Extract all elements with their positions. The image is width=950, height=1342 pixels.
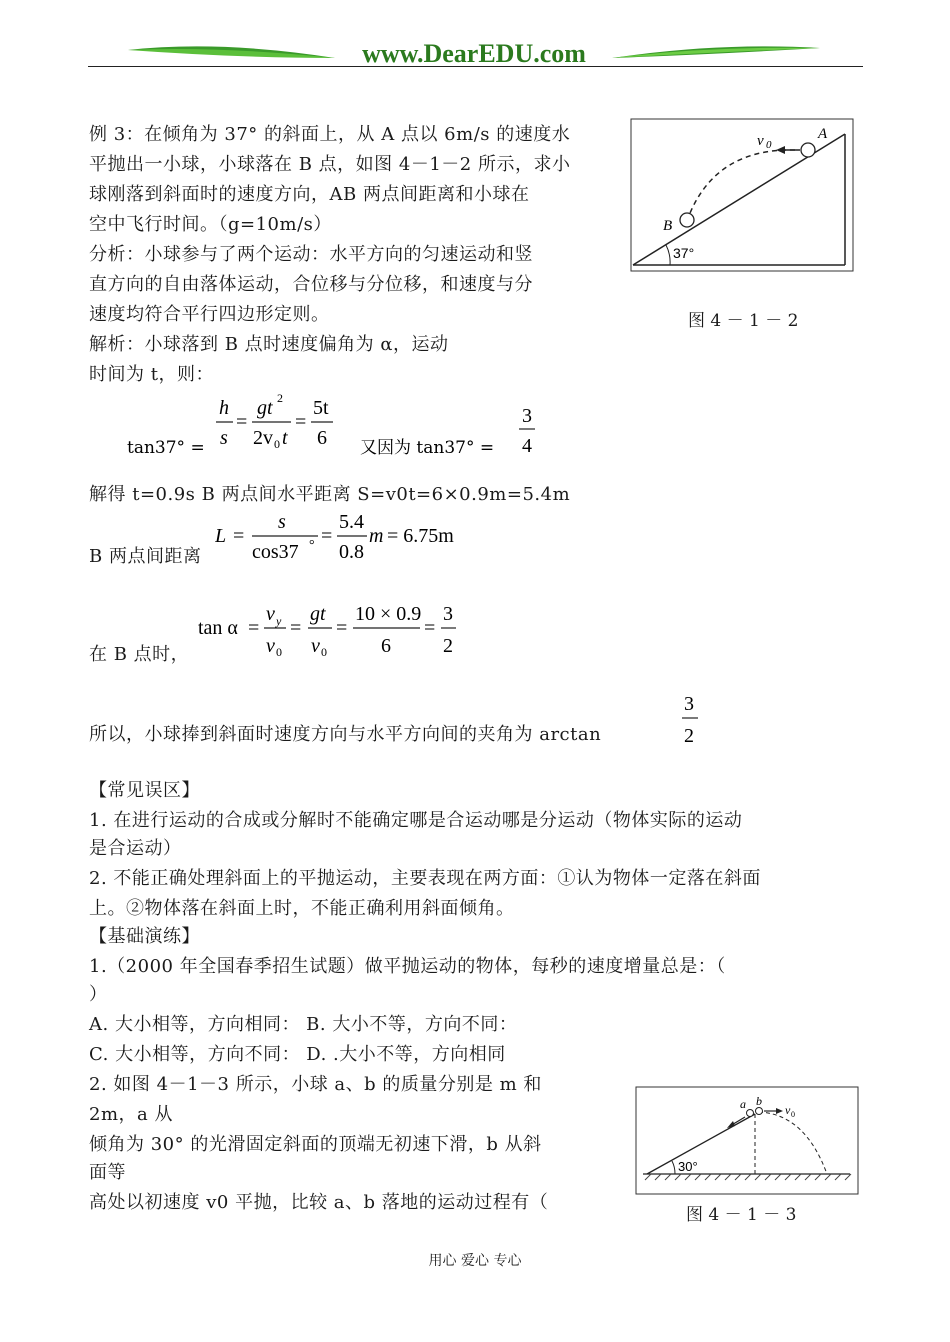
svg-text:2: 2 [684,725,694,747]
ground-hatch [645,1174,851,1180]
errors-line-2: 是合运动） [89,838,182,859]
svg-text:0: 0 [321,645,327,659]
example-line-2: 平抛出一小球，小球落在 B 点，如图 4－1－2 所示，求小 [89,154,571,175]
angle-30: 30° [678,1159,698,1174]
svg-text:v: v [785,1103,791,1117]
example-line-6: 直方向的自由落体运动，合位移与分位移，和速度与分 [89,274,533,295]
svg-text:0: 0 [274,437,280,451]
svg-text:v: v [266,603,275,625]
svg-text:0: 0 [766,139,772,151]
practice-line-1: 1.（2000 年全国春季招生试题）做平抛运动的物体，每秒的速度增量总是：（ [89,956,726,977]
svg-text:b: b [756,1094,762,1108]
svg-text:a: a [740,1097,746,1111]
solve-line: 解得 t=0.9s B 两点间水平距离 S=v0t=6×0.9m=5.4m [89,484,571,505]
figure-4-1-2 [630,118,855,273]
practice-line-8: 面等 [89,1162,126,1183]
practice-line-9: 高处以初速度 v0 平抛，比较 a、b 落地的运动过程有（ [89,1192,549,1213]
errors-line-4: 上。②物体落在斜面上时，不能正确利用斜面倾角。 [89,898,515,919]
svg-text:2v: 2v [253,427,273,449]
ball-b [680,213,694,227]
practice-line-5: 2. 如图 4－1－3 所示，小球 a、b 的质量分别是 m 和 [89,1074,542,1095]
svg-text:3: 3 [684,693,694,715]
svg-text:v: v [757,133,764,149]
label-b: B [663,218,673,234]
practice-line-6: 2m，a 从 [89,1104,173,1125]
svg-text:h: h [219,397,229,419]
svg-text:2: 2 [443,635,453,657]
svg-text:5.4: 5.4 [339,511,364,533]
svg-text:5t: 5t [313,397,329,419]
svg-text:y: y [276,614,282,628]
projectile-path [759,1112,827,1174]
equation-tan37 [127,390,557,462]
svg-text:=: = [233,525,245,547]
footer: 用心 爱心 专心 [428,1253,522,1269]
example-line-7: 速度均符合平行四边形定则。 [89,304,330,325]
svg-text:6: 6 [381,635,391,657]
header-logo [0,30,950,80]
svg-text:gt: gt [257,397,273,419]
velocity-arrow [776,146,785,154]
svg-text:cos37: cos37 [252,541,299,563]
equation-tan-alpha [198,598,468,662]
svg-text:=: = [290,617,302,639]
svg-text:=: = [236,411,248,433]
example-line-4: 空中飞行时间。（g=10m/s） [89,214,332,235]
trajectory [688,150,795,218]
angle-37: 37° [673,245,695,261]
practice-line-2: ） [89,984,108,1005]
svg-text:又因为 tan37° =: 又因为 tan37° = [360,438,495,458]
example-line-1: 例 3：在倾角为 37° 的斜面上，从 A 点以 6m/s 的速度水 [89,124,571,145]
svg-text:3: 3 [443,603,453,625]
option-cd: C. 大小相等，方向不同： D. .大小不等，方向相同 [89,1044,506,1065]
svg-text:s: s [220,427,228,449]
svg-text:L: L [215,525,227,547]
svg-text:0: 0 [791,1110,795,1119]
svg-text:t: t [282,427,288,449]
svg-text:=: = [321,525,333,547]
svg-text:°: ° [309,538,315,553]
option-ab: A. 大小相等，方向相同： B. 大小不等，方向不同： [89,1014,518,1035]
eq2-label: B 两点间距离 [89,546,202,567]
svg-text:=: = [295,411,307,433]
figure-4-1-3 [635,1086,860,1196]
svg-text:0.8: 0.8 [339,541,364,563]
example-line-5: 分析：小球参与了两个运动：水平方向的匀速运动和竖 [89,244,533,265]
errors-title: 【常见误区】 [89,780,200,801]
svg-text:v: v [266,635,275,657]
svg-text:s: s [278,511,286,533]
svg-text:=: = [248,617,260,639]
conclusion-text: 所以，小球捧到斜面时速度方向与水平方向间的夹角为 arctan [89,724,602,745]
svg-text:m: m [369,525,384,547]
errors-line-1: 1. 在进行运动的合成或分解时不能确定哪是合运动哪是分运动（物体实际的运动 [89,810,743,831]
svg-text:3: 3 [522,405,532,427]
svg-text:2: 2 [277,391,283,405]
site-name: www.DearEDU.com [362,39,586,68]
errors-line-3: 2. 不能正确处理斜面上的平抛运动，主要表现在两方面：①认为物体一定落在斜面 [89,868,761,889]
fig1-caption: 图 4 － 1 － 2 [688,311,799,331]
svg-text:tan37° =: tan37° = [127,438,205,458]
svg-text:tan α: tan α [198,617,238,639]
svg-text:= 6.75m: = 6.75m [387,525,454,547]
svg-text:0: 0 [276,645,282,659]
example-line-8: 解析：小球落到 B 点时速度偏角为 α，运动 [89,334,449,355]
practice-line-7: 倾角为 30° 的光滑固定斜面的顶端无初速下滑，b 从斜 [89,1134,542,1155]
ball-a [801,143,815,157]
equation-distance [215,508,475,566]
fig2-caption: 图 4 － 1 － 3 [686,1205,797,1225]
svg-text:v: v [311,635,320,657]
example-line-3: 球刚落到斜面时的速度方向，AB 两点间距离和小球在 [89,184,530,205]
ball-b [756,1108,763,1115]
eq3-label: 在 B 点时， [89,644,190,665]
svg-text:=: = [424,617,436,639]
svg-text:4: 4 [522,435,532,457]
ball-a [747,1110,754,1117]
svg-text:10 × 0.9: 10 × 0.9 [355,603,422,625]
svg-text:=: = [336,617,348,639]
svg-text:6: 6 [317,427,327,449]
conclusion-fraction [680,688,704,752]
header-rule [88,66,863,67]
example-line-9: 时间为 t，则： [89,364,214,385]
label-a: A [818,126,828,142]
svg-text:gt: gt [310,603,326,625]
practice-title: 【基础演练】 [89,926,200,947]
incline [647,1114,755,1174]
